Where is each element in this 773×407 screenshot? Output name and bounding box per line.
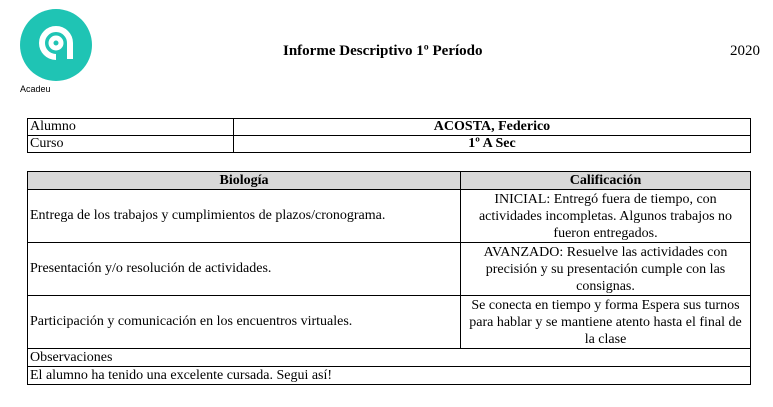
student-course-label: Curso	[28, 136, 234, 153]
report-year: 2020	[730, 43, 760, 59]
acadeu-logo-icon	[20, 9, 92, 81]
student-name-row	[28, 119, 751, 136]
observations-label: Observaciones	[28, 349, 751, 367]
grade-header: Calificación	[461, 172, 751, 190]
criterion-cell: Presentación y/o resolución de actividades.	[28, 243, 461, 296]
grade-cell: Se conecta en tiempo y forma Espera sus turnos para hablar y se mantiene atento hasta el final de la clase	[461, 296, 751, 349]
logo	[20, 9, 92, 94]
grade-cell: AVANZADO: Resuelve las actividades con precisión y su presentación cumple con las consignas.	[461, 243, 751, 296]
observations-text: El alumno ha tenido una excelente cursada. Segui así!	[28, 367, 751, 385]
logo-caption: Acadeu	[20, 84, 51, 94]
criterion-cell: Entrega de los trabajos y cumplimientos de plazos/cronograma.	[28, 190, 461, 243]
student-name: ACOSTA, Federico	[234, 119, 751, 136]
table-row	[28, 190, 751, 243]
student-info-table	[27, 118, 751, 153]
student-course-row	[28, 136, 751, 153]
student-course: 1º A Sec	[234, 136, 751, 153]
grades-header-row	[28, 172, 751, 190]
grades-table	[27, 171, 751, 385]
subject-header: Biología	[28, 172, 461, 190]
observations-label-row	[28, 349, 751, 367]
table-row	[28, 243, 751, 296]
table-row	[28, 296, 751, 349]
criterion-cell: Participación y comunicación en los encuentros virtuales.	[28, 296, 461, 349]
page-title: Informe Descriptivo 1º Período	[283, 43, 483, 59]
observations-row	[28, 367, 751, 385]
student-name-label: Alumno	[28, 119, 234, 136]
grade-cell: INICIAL: Entregó fuera de tiempo, con actividades incompletas. Algunos trabajos no fueron entregados.	[461, 190, 751, 243]
